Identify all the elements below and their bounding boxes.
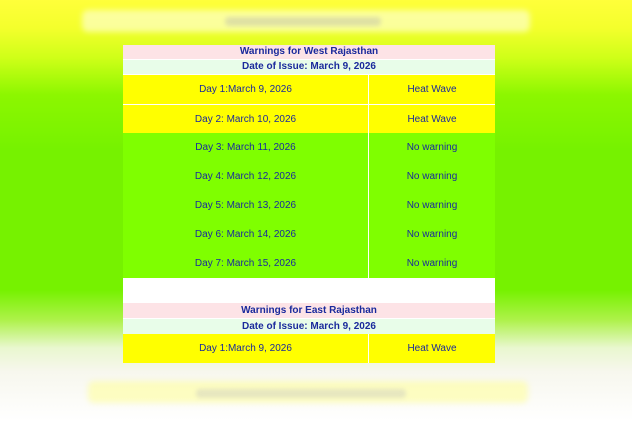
section-spacer (123, 278, 495, 303)
blurred-bottom-caption (196, 389, 406, 398)
west-date-of-issue: Date of Issue: March 9, 2026 (123, 60, 495, 74)
warning-cell: Heat Wave (407, 343, 457, 354)
warning-cell: No warning (406, 200, 458, 211)
day-cell: Day 5: March 13, 2026 (194, 200, 297, 211)
table-row (123, 334, 495, 363)
east-warnings-title: Warnings for East Rajasthan (123, 303, 495, 318)
day-cell: Day 7: March 15, 2026 (194, 258, 297, 269)
warning-cell: No warning (406, 142, 458, 153)
blurred-top-caption (225, 17, 381, 26)
warning-cell: Heat Wave (407, 84, 457, 95)
day-cell: Day 1:March 9, 2026 (199, 84, 292, 95)
table-row (123, 162, 495, 191)
table-row (123, 75, 495, 104)
day-cell: Day 2: March 10, 2026 (194, 114, 297, 125)
warnings-panel (123, 45, 495, 363)
table-row (123, 191, 495, 220)
table-row (123, 249, 495, 278)
table-row (123, 105, 495, 134)
warning-cell: No warning (406, 171, 458, 182)
day-cell: Day 1:March 9, 2026 (199, 343, 292, 354)
warning-cell: No warning (406, 258, 458, 269)
west-warnings-title: Warnings for West Rajasthan (123, 45, 495, 59)
day-cell: Day 4: March 12, 2026 (194, 171, 297, 182)
table-row (123, 220, 495, 249)
east-date-of-issue: Date of Issue: March 9, 2026 (123, 319, 495, 334)
warning-cell: No warning (406, 229, 458, 240)
warning-cell: Heat Wave (407, 114, 457, 125)
day-cell: Day 6: March 14, 2026 (194, 229, 297, 240)
table-row (123, 133, 495, 162)
day-cell: Day 3: March 11, 2026 (195, 142, 296, 153)
